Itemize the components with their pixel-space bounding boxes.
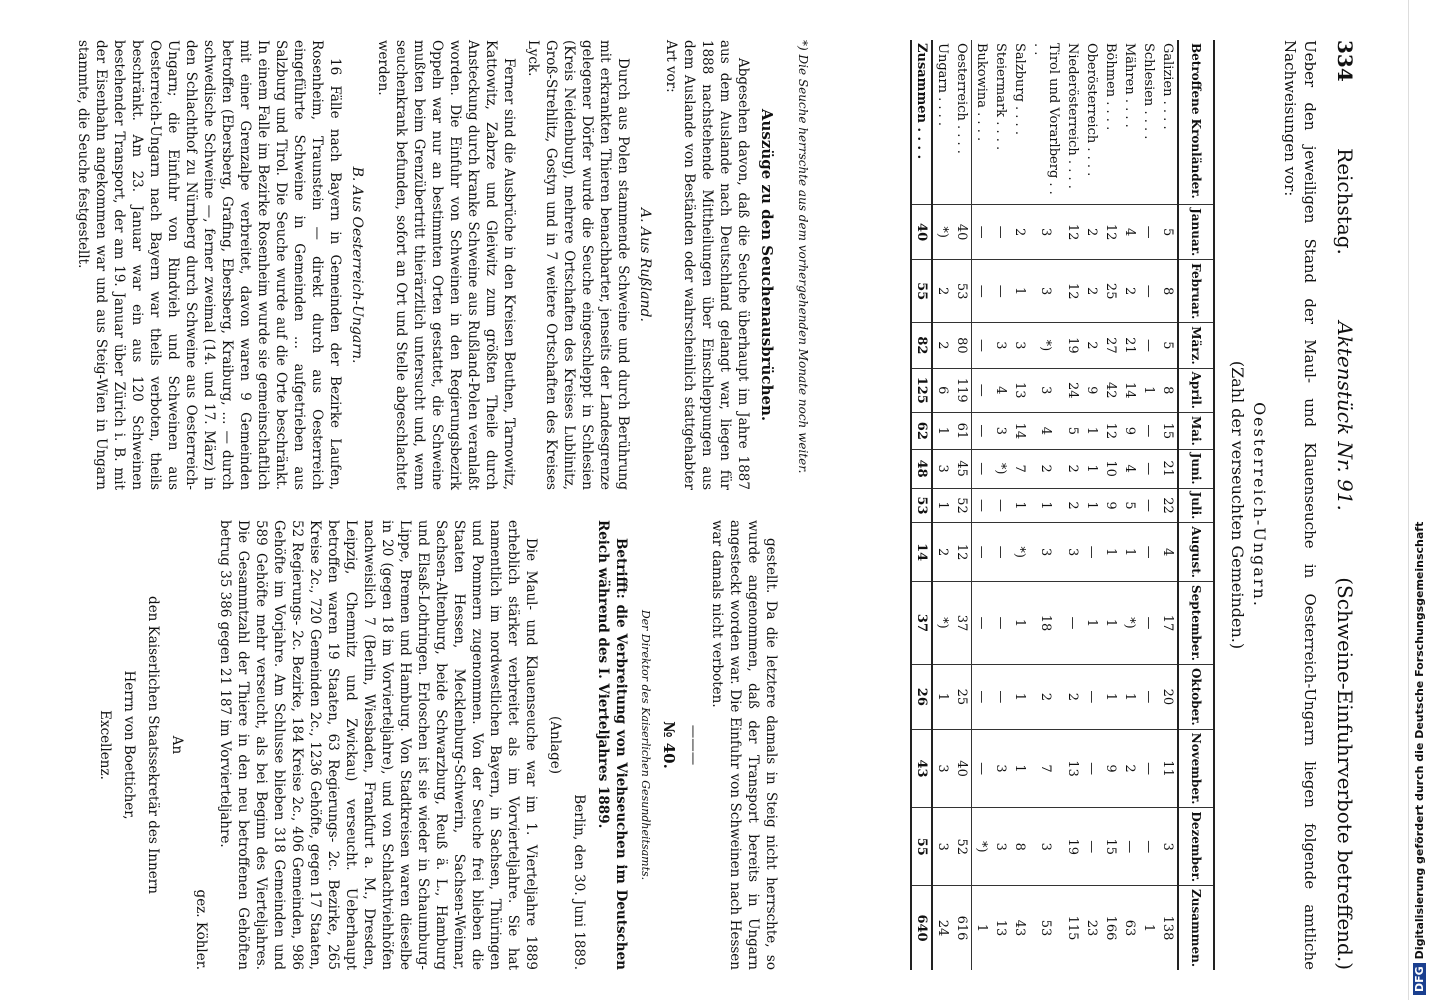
table-cell: 24 [932, 886, 952, 970]
table-cell: — [972, 323, 992, 368]
table-cell: 80 [952, 323, 972, 368]
table-cell: Ungarn . . . . [935, 43, 950, 127]
table-cell: — [1139, 449, 1158, 488]
table-cell: 12 [1101, 205, 1120, 260]
table-cell: 1 [932, 488, 952, 523]
addressee-3: Herrn von Boetticher, [121, 670, 137, 820]
table-cell: Oesterreich . . . . [952, 40, 972, 205]
table-cell: 37 [911, 581, 932, 664]
table-cell: 21 [1120, 323, 1139, 368]
table-cell: 2 [1082, 205, 1101, 260]
table-cell: 119 [952, 368, 972, 412]
table-cell: 1 [1139, 886, 1158, 970]
table-row [1063, 40, 1082, 970]
table-cell: 52 [952, 808, 972, 886]
table-cell: 62 [911, 412, 932, 449]
table-cell: 1 [1010, 488, 1029, 523]
table-cell: 3 [932, 808, 952, 886]
table-cell: 2 [932, 260, 952, 323]
dfg-credit-text: DFGDigitalisierung gefördert durch die Deutsche Forschungsgemeinschaft [1413, 522, 1426, 995]
table-cell: 2 [1063, 449, 1082, 488]
addressee-4: Excellenz. [97, 710, 113, 780]
table-row [1101, 40, 1120, 970]
table-cell: 8 [1158, 368, 1178, 412]
table-cell: 14 [1120, 368, 1139, 412]
left-heading: Auszüge zu den Seuchenausbrüchen. [758, 108, 776, 422]
table-cell: 1 [1120, 664, 1139, 729]
table-cell: 1 [1082, 581, 1101, 664]
table-cell: — [1082, 664, 1101, 729]
table-cell: 5 [1120, 488, 1139, 523]
table-cell: 115 [1063, 886, 1082, 970]
dfg-credit-strip [1408, 0, 1432, 1000]
table-cell: — [991, 488, 1010, 523]
table-cell: 138 [1158, 886, 1178, 970]
table-cell: 3 [932, 449, 952, 488]
table-header-cell: Februar. [1178, 260, 1214, 323]
right-paragraph-2: Die Maul- und Klauenseuche war im 1. Vierteljahre 1889 erheblich stärker verbreitet als im Vorvierteljahre. Sie hat namentlich im nordwestlichen Bayern, in Sachsen, Thüringen und Pommern zugenommen. Von der Seuche frei blieben die Staaten Hessen, Mecklenburg-Schwerin, Sachsen-Weimar, Sachsen-Altenburg, beide Schwarzburg, Reuß ä. L., Hamburg und Elsaß-Lothringen. Erloschen ist sie wieder in Schaumburg-Lippe, Bremen und Hamburg. Von Stadtkreisen waren dieselbe in 20 (gegen 18 im Vorvierteljahre), und von Schlachtviehhöfen nachweislich 7 (Berlin, Wiesbaden, Frankfurt a. M., Dresden, Leipzig, Chemnitz und Zwickau) verseucht. Ueberhaupt betroffen waren 19 Staaten, 63 Regierungs- 2c. Bezirke, 265 Kreise 2c., 720 Gemeinden 2c., 1236 Gehöfte, gegen 17 Staaten, 52 Regierungs- 2c. Bezirke, 184 Kreise 2c., 406 Gemeinden, 986 Gehöfte im Vorjahre. Am Schlusse blieben 318 Gemeinden und 589 Gehöfte mehr verseucht, als bei Beginn des Vierteljahres. Die Gesammtzahl der Thiere in den neu betroffenen Gehöften betrug 35 386 gegen 21 187 im Vorvierteljahre. [217, 520, 539, 970]
table-cell: — [1139, 808, 1158, 886]
table-cell: Niederösterreich . . . . [1065, 43, 1080, 189]
table-cell: 1 [1120, 523, 1139, 582]
table-header-cell: März. [1178, 323, 1214, 368]
table-cell: — [1139, 729, 1158, 808]
table-subtitle: (Zahl der verseuchten Gemeinden.) [1228, 360, 1247, 650]
header-left: Reichstag. [1333, 148, 1357, 255]
table-cell: 2 [1029, 449, 1063, 488]
table-cell: 12 [1063, 260, 1082, 323]
table-header-cell: August. [1178, 523, 1214, 582]
table-cell: — [972, 260, 992, 323]
table-cell: 27 [1101, 323, 1120, 368]
left-paragraph-2: Durch aus Polen stammende Schweine und durch Berührung mit erkrankten Thieren benachbarter, jenseits der Landesgrenze gelegener Dörfer wurde die Seuche eingeschleppt in Schlesien (Kreis Neidenburg), mehrere Ortschaften des Kreises Lublinitz, Groß-Strehlitz, Gostyn und in 7 weitere Ortschaften des Kreises Lyck. [525, 40, 631, 490]
table-cell: — [972, 523, 992, 582]
table-cell: — [1120, 808, 1139, 886]
table-header-cell: Zusammen. [1178, 886, 1214, 970]
table-cell: 1 [1029, 488, 1063, 523]
table-cell: 43 [1010, 886, 1029, 970]
table-cell: — [972, 488, 992, 523]
table-row [991, 40, 1010, 970]
table-cell: Salzburg . . . . [1012, 43, 1027, 135]
table-cell: 19 [1063, 323, 1082, 368]
page-number: 334 [1333, 40, 1357, 82]
table-cell: 48 [911, 449, 932, 488]
table-header-cell: Juni. [1178, 449, 1214, 488]
table-cell: Oberösterreich . . . . [1084, 43, 1099, 177]
table-cell: — [972, 205, 992, 260]
table-cell: 1 [1139, 368, 1158, 412]
table-cell: 1 [972, 886, 992, 970]
table-cell: 26 [911, 664, 932, 729]
table-cell: 12 [952, 523, 972, 582]
table-cell: Mähren . . . . [1122, 43, 1137, 128]
table-cell: 2 [1010, 205, 1029, 260]
table-cell: Bukowina . . . . [974, 43, 989, 142]
table-cell: *) [1010, 523, 1029, 582]
table-cell: 11 [1158, 729, 1178, 808]
section-a-heading: A. Aus Rußland. [637, 208, 653, 322]
table-cell: — [1139, 664, 1158, 729]
table-cell: — [1063, 581, 1082, 664]
seuche-table [910, 40, 1215, 970]
table-cell: 14 [1010, 412, 1029, 449]
table-cell: 1 [1082, 449, 1101, 488]
table-cell: 2 [932, 323, 952, 368]
table-cell: *) [932, 205, 952, 260]
table-cell: 5 [1063, 412, 1082, 449]
table-cell: — [1139, 205, 1158, 260]
right-paragraph-1: gestellt. Da die letztere damals in Steig nicht herrschte, so wurde angenommen, daß der Transport bereits in Ungarn angesteckt worden war. Die Einfuhr von Schweinen nach Hessen war damals nicht verboten. [709, 520, 779, 970]
table-cell: 15 [1158, 412, 1178, 449]
table-cell: 4 [1158, 523, 1178, 582]
table-cell: Böhmen . . . . [1103, 43, 1118, 131]
table-cell: 9 [1082, 368, 1101, 412]
header-middle: Aktenstück Nr. 91. [1333, 321, 1357, 511]
header-right: (Schweine-Einfuhrverbote betreffend.) [1333, 577, 1357, 970]
table-cell: 1 [1010, 581, 1029, 664]
table-cell: 37 [952, 581, 972, 664]
table-header-cell: Dezember. [1178, 808, 1214, 886]
table-cell: 42 [1101, 368, 1120, 412]
table-cell: 125 [911, 368, 932, 412]
table-cell: 24 [1063, 368, 1082, 412]
table-cell: 7 [1010, 449, 1029, 488]
table-cell: 63 [1120, 886, 1139, 970]
table-cell: 2 [1120, 729, 1139, 808]
table-cell: Tirol und Vorarlberg . . . . [1031, 43, 1061, 195]
table-cell: 6 [932, 368, 952, 412]
table-cell: 3 [1029, 368, 1063, 412]
table-cell: — [972, 368, 992, 412]
table-cell: 5 [1158, 205, 1178, 260]
table-cell: 4 [1120, 449, 1139, 488]
table-cell: 1 [1010, 260, 1029, 323]
table-header-cell: Januar. [1178, 205, 1214, 260]
table-cell: 40 [911, 205, 932, 260]
dfg-logo: DFG [1413, 963, 1426, 995]
table-cell: — [1082, 729, 1101, 808]
table-body [911, 40, 1178, 970]
table-cell: 13 [1063, 729, 1082, 808]
table-row [1158, 40, 1178, 970]
table-cell: 1 [1082, 412, 1101, 449]
table-cell: 3 [1010, 323, 1029, 368]
table-cell: 2 [1063, 664, 1082, 729]
table-cell: 7 [1029, 729, 1063, 808]
table-cell: 21 [1158, 449, 1178, 488]
table-cell: 166 [1101, 886, 1120, 970]
table-cell: 4 [1029, 412, 1063, 449]
anlage-note: (Anlage) [547, 716, 563, 774]
table-cell: 40 [952, 205, 972, 260]
table-cell: — [1082, 808, 1101, 886]
table-cell: 2 [1082, 323, 1101, 368]
table-cell: 53 [952, 260, 972, 323]
table-cell: 61 [952, 412, 972, 449]
signature: gez. Köhler. [193, 889, 209, 970]
table-cell: 3 [1029, 808, 1063, 886]
table-cell: 14 [911, 523, 932, 582]
table-cell: — [972, 412, 992, 449]
sender-line: Der Direktor des Kaiserlichen Gesundheitsamts. [639, 609, 652, 881]
table-row [1120, 40, 1139, 970]
table-cell: — [1139, 488, 1158, 523]
table-cell: — [1139, 323, 1158, 368]
table-cell: 4 [1120, 205, 1139, 260]
table-header-cell: April. [1178, 368, 1214, 412]
table-cell: 55 [911, 260, 932, 323]
table-cell: 10 [1101, 449, 1120, 488]
table-cell: — [972, 729, 992, 808]
table-row [1010, 40, 1029, 970]
table-cell: 1 [1101, 581, 1120, 664]
document-number: № 40. [660, 721, 678, 769]
table-cell: — [972, 664, 992, 729]
table-subtotal-row [952, 40, 972, 970]
table-cell: Galizien . . . . [1160, 43, 1175, 130]
table-cell: — [991, 205, 1010, 260]
table-cell: 3 [1029, 523, 1063, 582]
table-title: Oesterreich-Ungarn. [1250, 402, 1269, 608]
table-cell: — [1139, 412, 1158, 449]
table-cell: 8 [1010, 808, 1029, 886]
table-cell: 20 [1158, 664, 1178, 729]
table-cell: *) [991, 449, 1010, 488]
table-cell: 13 [1010, 368, 1029, 412]
table-cell: 1 [932, 412, 952, 449]
table-cell: 3 [991, 729, 1010, 808]
table-cell: — [972, 449, 992, 488]
table-cell: — [1139, 523, 1158, 582]
table-header-cell: Oktober. [1178, 664, 1214, 729]
table-row [972, 40, 992, 970]
table-cell: *) [1029, 323, 1063, 368]
table-total-row [911, 40, 932, 970]
table-cell: 52 [952, 488, 972, 523]
table-cell: 2 [1029, 664, 1063, 729]
table-cell: 1 [1010, 729, 1029, 808]
table-cell: — [972, 581, 992, 664]
table-cell: Schlesien . . . . [1141, 43, 1156, 140]
table-header-cell: Mai. [1178, 412, 1214, 449]
table-cell: 640 [911, 886, 932, 970]
table-cell: 2 [1120, 260, 1139, 323]
table-header-cell: November. [1178, 729, 1214, 808]
table-cell: 45 [952, 449, 972, 488]
table-cell: 3 [1063, 523, 1082, 582]
table-cell: 3 [1158, 808, 1178, 886]
table-cell: 3 [1029, 260, 1063, 323]
place-date: Berlin, den 30. Juni 1889. [571, 794, 587, 970]
table-cell: Steiermark . . . . [993, 43, 1008, 151]
table-cell: 12 [1063, 205, 1082, 260]
addressee-2: den Kaiserlichen Staatssekretär des Innern [145, 596, 161, 894]
left-paragraph-1: Abgesehen davon, daß die Seuche überhaupt im Jahre 1887 aus dem Auslande nach Deutschland gelangt war, liegen für 1888 nachstehende Mittheilungen über Einschleppungen aus dem Auslande von Beständen oder wahrscheinlich stattgehabter Art vor: [663, 40, 751, 490]
subject-line: Betrifft: die Verbreitung von Viehseuchen im Deutschen Reich während des I. Vierteljahres 1889. [595, 520, 629, 970]
table-row [1082, 40, 1101, 970]
right-column [90, 520, 780, 970]
table-cell: 53 [1029, 886, 1063, 970]
table-cell: 1 [1101, 664, 1120, 729]
intro-text: Ueber den jeweiligen Stand der Maul- und Klauenseuche in Oesterreich-Ungarn liegen folgende amtliche Nachweisungen vor: [1281, 40, 1319, 970]
table-cell: 1 [932, 664, 952, 729]
table-cell: 25 [952, 664, 972, 729]
table-cell: 9 [1120, 412, 1139, 449]
left-paragraph-3: Ferner sind die Ausbrüche in den Kreisen Beuthen, Tarnowitz, Kattowitz, Zabrze und Gleiwitz zum größten Theile durch Ansteckung durch kranke Schweine aus Rußland-Polen veranlaßt worden. Die Einfuhr von Schweinen in den Regierungsbezirk Oppeln war nur an bestimmten Orten gestattet, die Schweine mußten beim Grenzübertritt thierärztlich untersucht und, wenn seuchenkrank befunden, sofort an Ort und Stelle abgeschlachtet werden. [375, 40, 517, 490]
table-cell: 55 [911, 808, 932, 886]
table-cell: 3 [1029, 205, 1063, 260]
table-cell: — [991, 581, 1010, 664]
table-cell: — [991, 664, 1010, 729]
table-cell: 9 [1101, 488, 1120, 523]
table-cell: 3 [991, 412, 1010, 449]
table-cell: 2 [1082, 260, 1101, 323]
table-cell: 8 [1158, 260, 1178, 323]
table-header-row [1178, 40, 1214, 970]
table-cell: *) [932, 581, 952, 664]
table-header-cell: Betroffene Kronländer. [1178, 40, 1214, 205]
table-cell: 22 [1158, 488, 1178, 523]
table-cell: 43 [911, 729, 932, 808]
table-cell: 1 [1082, 488, 1101, 523]
table-cell: 5 [1158, 323, 1178, 368]
table-cell: 53 [911, 488, 932, 523]
table-cell: 13 [991, 886, 1010, 970]
table-cell: 17 [1158, 581, 1178, 664]
table-header-cell: Juli. [1178, 488, 1214, 523]
table-row [1139, 40, 1158, 970]
table-footnote: *) Die Seuche herrschte aus dem vorhergehenden Monate noch weiter. [796, 40, 810, 474]
table-cell: 3 [991, 323, 1010, 368]
table-cell: 15 [1101, 808, 1120, 886]
table-cell: 19 [1063, 808, 1082, 886]
table-cell: — [1139, 581, 1158, 664]
table-row [932, 40, 952, 970]
table-cell: 2 [932, 523, 952, 582]
table-cell: 3 [991, 808, 1010, 886]
left-paragraph-4: 16 Fälle nach Bayern in Gemeinden der Bezirke Laufen, Rosenheim, Traunstein — direkt durch aus Oesterreich eingeführte Schweine in Gemeinden ... aufgetrieben aus Salzburg und Tirol. Die Seuche wurde auf die Orte beschränkt. In einem Falle im Bezirke Rosenheim wurde sie gemeinschaftlich mit einer Grenzalpe verbreitet, davon waren 9 Gemeinden betroffen (Ebersberg, Grafing, Ebersberg, Kraiburg, ... — durch schwedische Schweine —, ferner zweimal (14. und 17. März) in den Schlachthof zu Nürnberg durch Schweine aus Oesterreich-Ungarn; die Einfuhr von Rindvieh und Schweinen aus Oesterreich-Ungarn nach Bayern war theils verboten, theils beschränkt. Am 23. Januar war ein aus 120 Schweinen bestehender Transport, der am 19. Januar über Zürich i. B. mit der Eisenbahn angekommen war und aus Steig-Wien in Ungarn stammte, die Seuche festgestellt. [75, 40, 343, 490]
table-cell: 40 [952, 729, 972, 808]
table-cell: *) [1120, 581, 1139, 664]
table-row [1029, 40, 1063, 970]
table-cell: 1 [1010, 664, 1029, 729]
table-cell: 82 [911, 323, 932, 368]
table-cell: 12 [1101, 412, 1120, 449]
table-cell: 9 [1101, 729, 1120, 808]
table-cell: Zusammen . . . . [911, 40, 932, 205]
table-cell: *) [972, 808, 992, 886]
table-header-cell: September. [1178, 581, 1214, 664]
page-header [1330, 40, 1360, 970]
addressee-1: An [169, 735, 185, 755]
table-cell: — [991, 523, 1010, 582]
table-cell: — [1139, 260, 1158, 323]
table-cell: — [1082, 523, 1101, 582]
table-cell: 25 [1101, 260, 1120, 323]
table-cell: 1 [1101, 523, 1120, 582]
section-b-heading: B. Aus Oesterreich-Ungarn. [349, 166, 365, 364]
table-cell: 616 [952, 886, 972, 970]
divider: ——— [685, 724, 701, 766]
table-title-block [1226, 40, 1270, 970]
left-column [68, 40, 780, 490]
table-cell: 18 [1029, 581, 1063, 664]
table-cell: 23 [1082, 886, 1101, 970]
table-cell: — [991, 260, 1010, 323]
table-cell: 4 [991, 368, 1010, 412]
table-cell: 3 [932, 729, 952, 808]
table-cell: 2 [1063, 488, 1082, 523]
